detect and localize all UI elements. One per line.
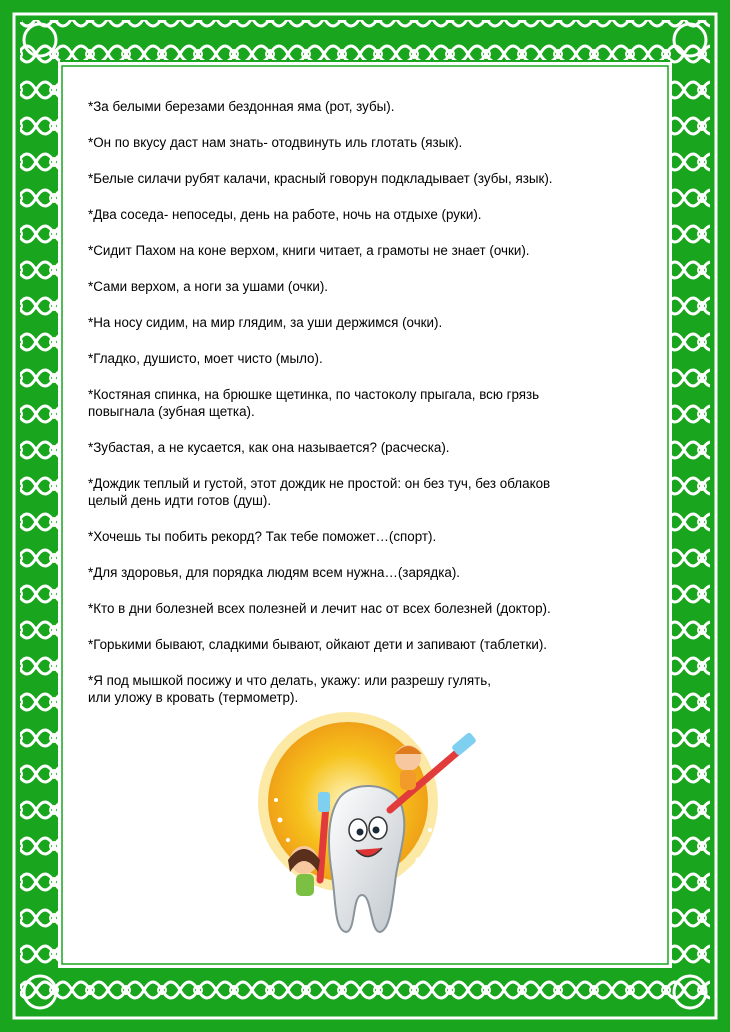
riddle-item: *На носу сидим, на мир глядим, за уши держимся (очки).	[88, 315, 443, 330]
riddle-item: *Костяная спинка, на брюшке щетинка, по частоколу прыгала, всю грязь повыгнала (зубная щетка).	[88, 387, 540, 419]
riddle-item: *Я под мышкой посижу и что делать, укажу: или разрешу гулять, или уложу в кровать (термометр).	[88, 673, 491, 705]
riddle-item: *Сами верхом, а ноги за ушами (очки).	[88, 279, 329, 294]
riddles-list	[88, 98, 628, 706]
tooth-cartoon-illustration	[240, 710, 480, 940]
riddle-item: *Дождик теплый и густой, этот дождик не простой: он без туч, без облаков целый день идти готов (душ).	[88, 476, 551, 508]
riddle-item: *Белые силачи рубят калачи, красный говорун подкладывает (зубы, язык).	[88, 171, 553, 186]
riddle-item: *Хочешь ты побить рекорд? Так тебе поможет…(спорт).	[88, 529, 437, 544]
riddle-item: *Для здоровья, для порядка людям всем нужна…(зарядка).	[88, 565, 461, 580]
riddle-item: *Гладко, душисто, моет чисто (мыло).	[88, 351, 323, 366]
riddle-item: *Два соседа- непоседы, день на работе, ночь на отдыхе (руки).	[88, 207, 482, 222]
riddle-item: *Зубастая, а не кусается, как она называется? (расческа).	[88, 440, 450, 455]
riddle-item: *Сидит Пахом на коне верхом, книги читает, а грамоты не знает (очки).	[88, 243, 530, 258]
riddle-item: *Кто в дни болезней всех полезней и лечит нас от всех болезней (доктор).	[88, 601, 551, 616]
riddle-item: *Горькими бывают, сладкими бывают, ойкают дети и запивают (таблетки).	[88, 637, 548, 652]
riddle-item: *Он по вкусу даст нам знать- отодвинуть иль глотать (язык).	[88, 135, 463, 150]
riddle-item: *За белыми березами бездонная яма (рот, зубы).	[88, 99, 395, 114]
